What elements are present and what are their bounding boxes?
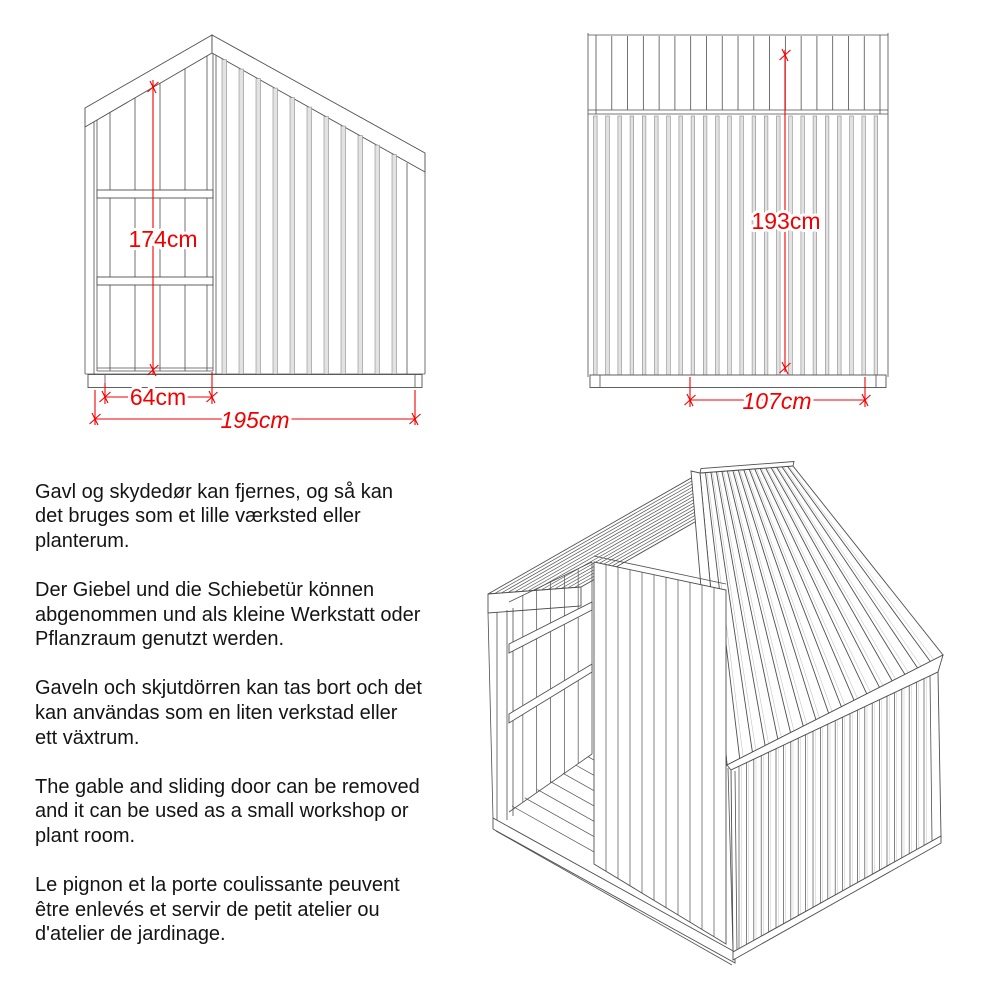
door-rail-upper (97, 190, 213, 198)
perspective-view (488, 462, 943, 966)
text-line: Pflanzraum genutzt werden. (35, 628, 285, 651)
gable-height-dimension-label: 174cm (128, 226, 198, 252)
side-wall-siding (594, 116, 878, 375)
text-line: Der Giebel und die Schiebetür können (35, 578, 375, 601)
text-line: Gaveln och skjutdörren kan tas bort och det (35, 677, 422, 700)
side-base-skid (590, 375, 886, 388)
text-line: d'atelier de jardinage. (35, 923, 226, 946)
side-elevation (588, 33, 888, 414)
side-height-dimension-label: 193cm (751, 208, 821, 234)
text-line: Gavl og skydedør kan fjernes, og så kan (35, 480, 393, 503)
text-line: abgenommen und als kleine Werkstatt oder (35, 603, 421, 626)
text-line: planterum. (35, 529, 130, 552)
gable-roof (85, 35, 425, 172)
gable-end-elevation (85, 35, 425, 433)
text-line: and it can be used as a small workshop or (35, 800, 409, 823)
roof-edge-band-planks (612, 36, 864, 110)
total-width-dimension-label: 195cm (220, 407, 290, 433)
text-line: plant room. (35, 824, 136, 847)
text-line: ett växtrum. (35, 726, 140, 749)
text-line: Le pignon et la porte coulissante peuvent (35, 874, 400, 897)
text-line: The gable and sliding door can be removed (35, 775, 420, 798)
text-line: det bruges som et lille værksted eller (35, 505, 361, 528)
door-width-dimension-label: 64cm (129, 384, 187, 410)
text-line: être enlevés et servir de petit atelier ou (35, 898, 380, 921)
side-width-dimension-label: 107cm (742, 388, 812, 414)
open-gable-interior (488, 556, 735, 965)
text-line: kan användas som en liten verkstad eller (35, 701, 398, 724)
door-rail-lower (97, 277, 213, 285)
description-text-block (35, 455, 465, 971)
